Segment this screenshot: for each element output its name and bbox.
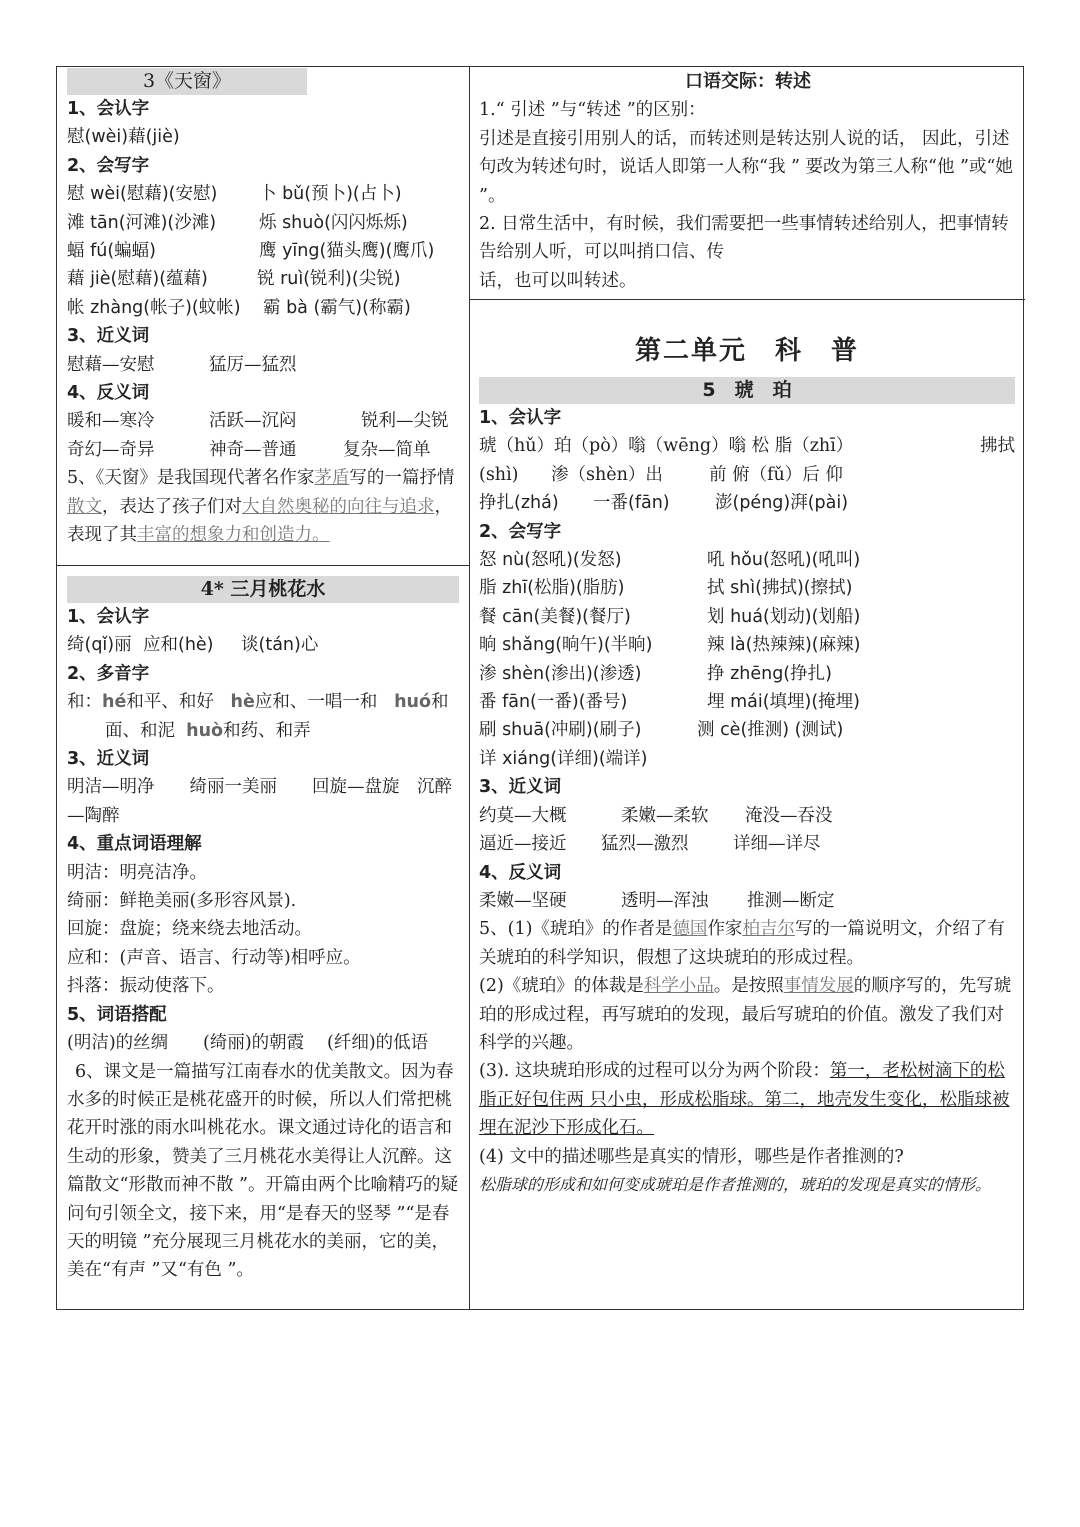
heading-antonyms: 4、反义词 (67, 383, 150, 404)
recognize-row: 琥（hǔ）珀（pò）嗡（wēng）嗡 松 脂（zhī） 拂拭 (479, 436, 1015, 457)
question-1: 5、(1)《琥珀》的作者是德国作家柏吉尔写的一篇说明文，介绍了有关琥珀的科学知识，假想了这块琥珀的形成过程。 (479, 919, 1005, 968)
lesson-3-summary: 5、《天窗》是我国现代著名作家茅盾写的一篇抒情散文，表达了孩子们对大自然奥秘的向往与追求，表现了其丰富的想象力和创造力。 (67, 468, 455, 546)
heading-write: 2、会写字 (67, 155, 150, 176)
question-3: (3). 这块琥珀形成的过程可以分为两个阶段：第一，老松树滴下的松脂正好包住两 只小虫，形成松脂球。第二，地壳发生变化，松脂球被埋在泥沙下形成化石。 (479, 1061, 1010, 1139)
write-row: 帐 zhàng(帐子)(蚊帐) 霸 bà (霸气)(称霸) (67, 297, 411, 318)
key-word: 绮丽：鲜艳美丽(多形容风景). (67, 891, 297, 912)
write-row: 蝠 fú(蝙蝠) 鹰 yīng(猫头鹰)(鹰爪) (67, 241, 435, 262)
antonyms-row: 奇幻—奇异 神奇—普通 复杂—简单 (67, 439, 431, 460)
key-word: 抖落：振动使落下。 (67, 976, 225, 997)
antonyms-row: 柔嫩—坚硬 透明—浑浊 推测—断定 (479, 890, 835, 911)
oral-point-1: 1.“ 引述 ”与“转述 ”的区别： (479, 100, 706, 121)
lesson-4-summary: 6、课文是一篇描写江南春水的优美散文。因为春水多的时候正是桃花盛开的时候，所以人们常把桃 花开时涨的雨水叫桃花水。课文通过诗化的语言和生动的形象，赞美了三月桃花水美得让人沉醉。这 篇散文“形散而神不散 ”。开篇由两个比喻精巧的疑问句引领全文，接下来，用“是春天的竖琴 ”“是春天的明镜 ”充分展现三月桃花水的美丽，它的美，美在“有声 ”又“有色 ”。 (67, 1061, 458, 1281)
right-row-divider (470, 299, 1025, 300)
write-row: 餐 cān(美餐)(餐厅) 划 huá(划动)(划船) (479, 606, 861, 627)
recognize-chars: 慰(wèi)藉(jiè) (67, 127, 180, 148)
synonyms-row: 逼近—接近 猛烈—激烈 详细—详尽 (479, 834, 821, 855)
question-4-answer: 松脂球的形成和如何变成琥珀是作者推测的，琥珀的发现是真实的情形。 (479, 1174, 992, 1194)
heading-synonyms: 3、近义词 (479, 777, 562, 798)
lesson-5-section (479, 329, 1015, 1199)
heading-antonyms: 4、反义词 (479, 862, 562, 883)
left-row-divider (57, 565, 469, 566)
write-row: 详 xiáng(详细)(端详) (479, 748, 648, 769)
heading-recognize: 1、会认字 (67, 607, 150, 627)
write-row: 晌 shǎng(晌午)(半晌) 辣 là(热辣辣)(麻辣) (479, 635, 861, 656)
write-row: 藉 jiè(慰藉)(蕴藉) 锐 ruì(锐利)(尖锐) (67, 269, 401, 290)
polyphone-entry: 和：hé和平、和好 hè应和、一唱一和 huó和面、和泥 huò和药、和弄 (67, 692, 449, 741)
write-row: 慰 wèi(慰藉)(安慰) 卜 bǔ(预卜)(占卜) (67, 184, 402, 205)
write-row: 滩 tān(河滩)(沙滩) 烁 shuò(闪闪烁烁) (67, 212, 408, 233)
antonyms-row: 暖和—寒冷 活跃—沉闷 锐利—尖锐 (67, 411, 449, 432)
write-row: 渗 shèn(渗出)(渗透) 挣 zhēng(挣扎) (479, 663, 832, 684)
oral-communication-section (479, 68, 1017, 295)
oral-explanation: 引述是直接引用别人的话，而转述则是转达别人说的话， 因此，引述句改为转述句时，说话人即第一人称“我 ” 要改为第三人称“他 ”或“她 ”。 (479, 128, 1013, 206)
synonyms: 明洁—明净 绮丽一美丽 回旋—盘旋 沉醉—陶醉 (67, 777, 452, 826)
recognize-row: 挣扎(zhá) 一番(fān) 澎(péng)湃(pài) (479, 493, 849, 514)
heading-key-words: 4、重点词语理解 (67, 834, 202, 855)
key-word: 回旋：盘旋；绕来绕去地活动。 (67, 919, 312, 940)
heading-synonyms: 3、近义词 (67, 326, 150, 347)
column-divider (469, 67, 470, 1309)
unit-title: 第二单元 科 普 (634, 336, 859, 366)
lesson-3-section (67, 68, 459, 550)
recognize-chars: 绮(qǐ)丽 应和(hè) 谈(tán)心 (67, 635, 319, 656)
question-2: (2)《琥珀》的体裁是科学小品。是按照事情发展的顺序写的，先写琥珀的形成过程，再写琥珀的发现，最后写琥珀的价值。激发了我们对科学的兴趣。 (479, 976, 1012, 1053)
lesson-3-title: 3《天窗》 (67, 68, 307, 95)
write-row: 刷 shuā(冲刷)(刷子) 测 cè(推测) (测试) (479, 720, 844, 741)
heading-synonyms: 3、近义词 (67, 749, 150, 770)
oral-title: 口语交际：转述 (685, 71, 811, 92)
synonyms: 慰藉—安慰 猛厉—猛烈 (67, 354, 297, 375)
heading-write: 2、会写字 (479, 521, 562, 542)
oral-point-2: 2. 日常生活中，有时候，我们需要把一些事情转述给别人，把事情转告给别人听，可以叫捎口信、传 (479, 214, 1009, 263)
collocations: (明洁)的丝绸 (绮丽)的朝霞 (纤细)的低语 (67, 1033, 429, 1054)
heading-recognize: 1、会认字 (67, 99, 150, 119)
heading-recognize: 1、会认字 (479, 408, 562, 428)
heading-collocation: 5、词语搭配 (67, 1004, 167, 1025)
oral-point-2-end: 话，也可以叫转述。 (479, 270, 637, 291)
write-row: 怒 nù(怒吼)(发怒) 吼 hǒu(怒吼)(吼叫) (479, 550, 861, 571)
write-row: 番 fān(一番)(番号) 埋 mái(填埋)(掩埋) (479, 692, 861, 713)
lesson-5-title: 5 琥 珀 (479, 377, 1015, 404)
key-word: 应和：(声音、语言、行动等)相呼应。 (67, 947, 361, 968)
lesson-4-section (67, 576, 459, 1285)
notes-table (56, 66, 1024, 1310)
lesson-4-title: 4* 三月桃花水 (67, 576, 459, 603)
key-word: 明洁：明亮洁净。 (67, 862, 207, 883)
question-4: (4) 文中的描述哪些是真实的情形，哪些是作者推测的? (479, 1146, 904, 1167)
heading-polyphone: 2、多音字 (67, 663, 150, 684)
synonyms-row: 约莫—大概 柔嫩—柔软 淹没—吞没 (479, 805, 833, 826)
write-row: 脂 zhī(松脂)(脂肪) 拭 shì(拂拭)(擦拭) (479, 578, 853, 599)
recognize-row: (shì) 渗（shèn）出 前 俯（fǔ）后 仰 (479, 464, 843, 485)
